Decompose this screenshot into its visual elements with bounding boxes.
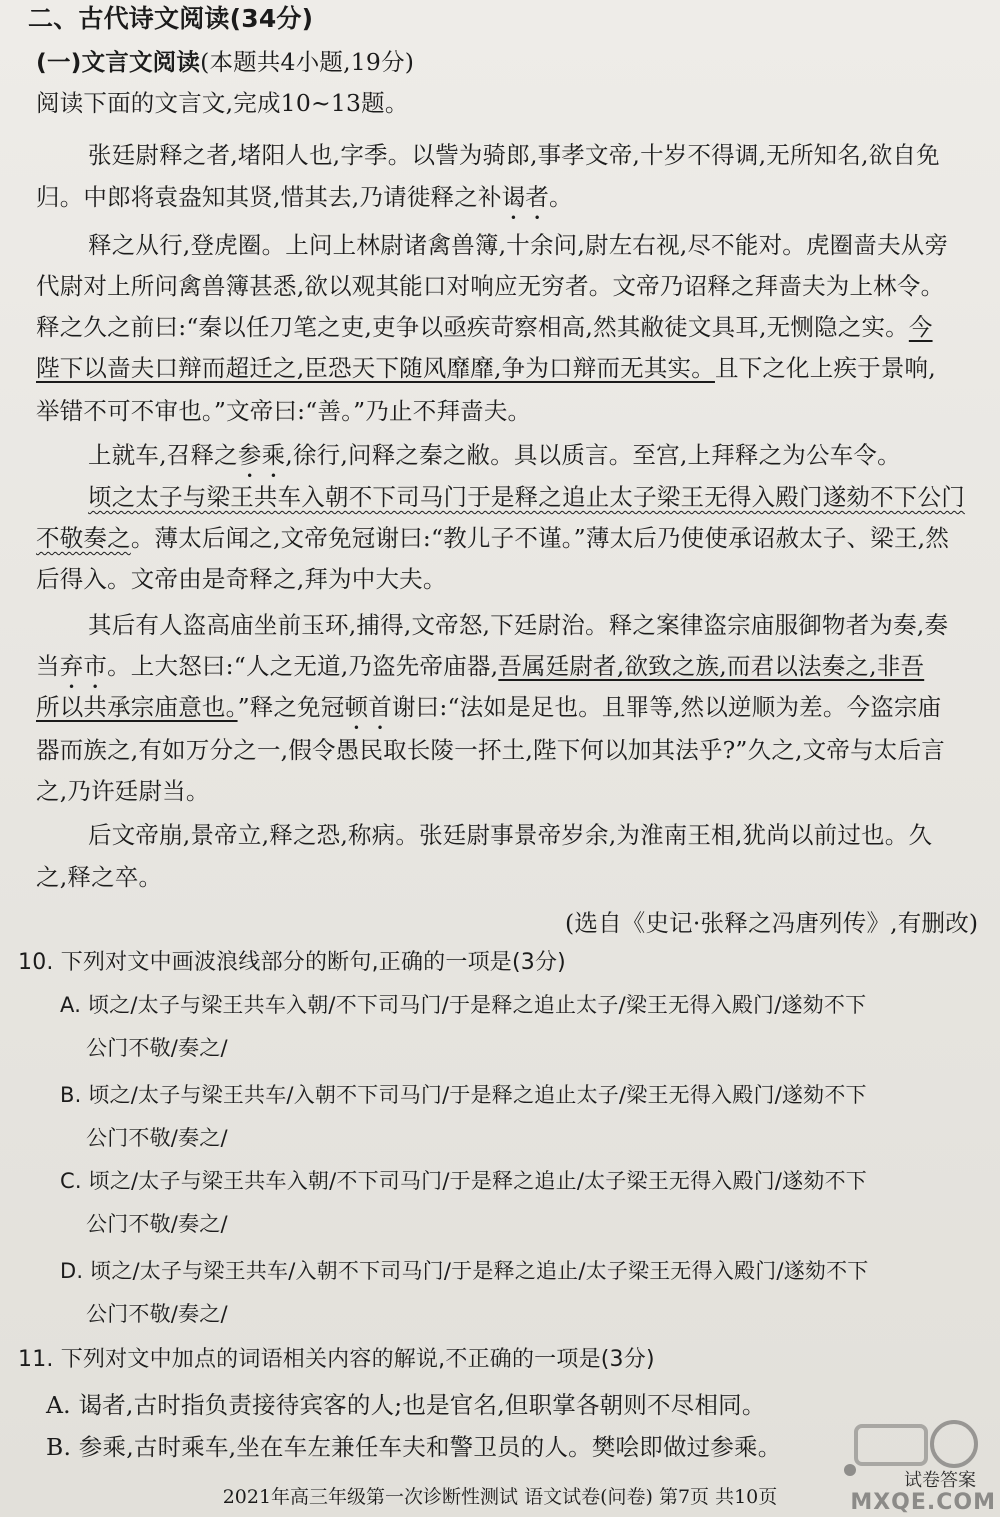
passage-line: 代尉对上所问禽兽簿甚悉,欲以观其能口对响应无穷者。文帝乃诏释之拜啬夫为上林令。 xyxy=(36,272,945,300)
section-title: 二、古代诗文阅读(34分) xyxy=(28,4,314,33)
passage-line: 张廷尉释之者,堵阳人也,字季。以訾为骑郎,事孝文帝,十岁不得调,无所知名,欲自免 xyxy=(88,141,940,169)
watermark-url: MXQE.COM xyxy=(850,1490,996,1515)
passage-line: 后得入。文帝由是奇释之,拜为中大夫。 xyxy=(36,565,447,593)
underlined-text: 所以共承宗庙意也。 xyxy=(36,693,238,721)
q11-option-b: B. 参乘,古时乘车,坐在车左兼任车夫和警卫员的人。樊哙即做过参乘。 xyxy=(46,1433,782,1461)
passage-line: 释之从行,登虎圈。上问上林尉诸禽兽簿,十余问,尉左右视,尽不能对。虎圈啬夫从旁 xyxy=(88,231,949,259)
passage-line: 之,乃许廷尉当。 xyxy=(36,777,210,805)
wavy-underlined-text: 不敬奏之 xyxy=(36,524,131,552)
page-footer: 2021年高三年级第一次诊断性测试 语文试卷(问卷) 第7页 共10页 xyxy=(222,1486,778,1508)
wavy-underlined-text: 顷之太子与梁王共车入朝不下司马门于是释之追止太子梁王无得入殿门遂劾不下公门 xyxy=(88,483,965,511)
passage-line: 陛下以啬夫口辩而超迁之,臣恐天下随风靡靡,争为口辩而无其实。且下之化上疾于景响, xyxy=(36,354,936,382)
watermark-text: 试卷答案 xyxy=(904,1470,976,1491)
passage-line: 后文帝崩,景帝立,释之恐,称病。张廷尉事景帝岁余,为淮南王相,犹尚以前过也。久 xyxy=(88,821,933,849)
q10-option-c-cont: 公门不敬/奏之/ xyxy=(86,1212,228,1236)
q10-option-d: D. 顷之/太子与梁王共车/入朝不下司马门/于是释之追止/太子梁王无得入殿门/遂劾不下 xyxy=(60,1259,869,1283)
question-11-stem: 11. 下列对文中加点的词语相关内容的解说,不正确的一项是(3分) xyxy=(18,1347,655,1372)
q10-option-c: C. 顷之/太子与梁王共车入朝/不下司马门/于是释之追止/太子梁王无得入殿门/遂劾不下 xyxy=(60,1169,867,1193)
passage-line: 归。中郎将袁盎知其贤,惜其去,乃请徙释之补谒者。 xyxy=(36,183,573,211)
underlined-text: 今 xyxy=(908,313,933,341)
question-10-stem: 10. 下列对文中画波浪线部分的断句,正确的一项是(3分) xyxy=(18,950,566,975)
underlined-text: 陛下以啬夫口辩而超迁之,臣恐天下随风靡靡,争为口辩而无其实。 xyxy=(36,354,715,382)
q10-option-a-cont: 公门不敬/奏之/ xyxy=(86,1036,228,1060)
q10-option-a: A. 顷之/太子与梁王共车入朝/不下司马门/于是释之追止太子/梁王无得入殿门/遂劾不下 xyxy=(60,993,867,1017)
passage-line xyxy=(88,482,965,512)
subsection-heading xyxy=(36,47,414,77)
subsection-title: (一)文言文阅读 xyxy=(36,48,201,76)
dotted-word-qishi: 弃市 xyxy=(59,652,108,680)
passage-line: 器而族之,有如万分之一,假令愚民取长陵一抔土,陛下何以加其法乎?”久之,文帝与太后言 xyxy=(36,736,945,764)
dotted-word-dunshou: 顿首 xyxy=(344,693,392,721)
passage-line: 当弃市。上大怒曰:“人之无道,乃盗先帝庙器,吾属廷尉者,欲致之族,而君以法奏之,非吾 xyxy=(36,652,925,680)
passage-line: 不敬奏之。薄太后闻之,文帝免冠谢曰:“教儿子不谨。”薄太后乃使使承诏赦太子、梁王,然 xyxy=(36,524,950,552)
q10-option-b: B. 顷之/太子与梁王共车/入朝不下司马门/于是释之追止太子/梁王无得入殿门/遂劾不下 xyxy=(60,1083,867,1107)
dotted-word-canshen: 参乘 xyxy=(237,441,286,469)
passage-line: 之,释之卒。 xyxy=(36,863,163,891)
passage-line: 释之久之前曰:“秦以任刀笔之吏,吏争以亟疾苛察相高,然其敝徒文具耳,无恻隐之实。今 xyxy=(36,313,933,341)
passage-line: 举错不可不审也。”文帝曰:“善。”乃止不拜啬夫。 xyxy=(36,397,532,425)
dotted-word-yezhe: 谒者 xyxy=(501,183,550,211)
underlined-text: 吾属廷尉者,欲致之族,而君以法奏之,非吾 xyxy=(498,652,925,680)
q10-option-b-cont: 公门不敬/奏之/ xyxy=(86,1126,228,1150)
passage-line: 其后有人盗高庙坐前玉环,捕得,文帝怒,下廷尉治。释之案律盗宗庙服御物者为奏,奏 xyxy=(88,611,949,639)
passage-line: 所以共承宗庙意也。”释之免冠顿首谢曰:“法如是足也。且罪等,然以逆顺为差。今盗宗庙 xyxy=(36,693,942,721)
instruction: 阅读下面的文言文,完成10~13题。 xyxy=(36,89,409,117)
q11-option-a: A. 谒者,古时指负责接待宾客的人;也是官名,但职掌各朝则不尽相同。 xyxy=(46,1391,766,1419)
subsection-note: (本题共4小题,19分) xyxy=(200,48,415,76)
q10-option-d-cont: 公门不敬/奏之/ xyxy=(86,1302,228,1326)
passage-line: 上就车,召释之参乘,徐行,问释之秦之敝。具以质言。至宫,上拜释之为公车令。 xyxy=(88,441,901,469)
passage-source: (选自《史记·张释之冯唐列传》,有删改) xyxy=(565,909,979,937)
